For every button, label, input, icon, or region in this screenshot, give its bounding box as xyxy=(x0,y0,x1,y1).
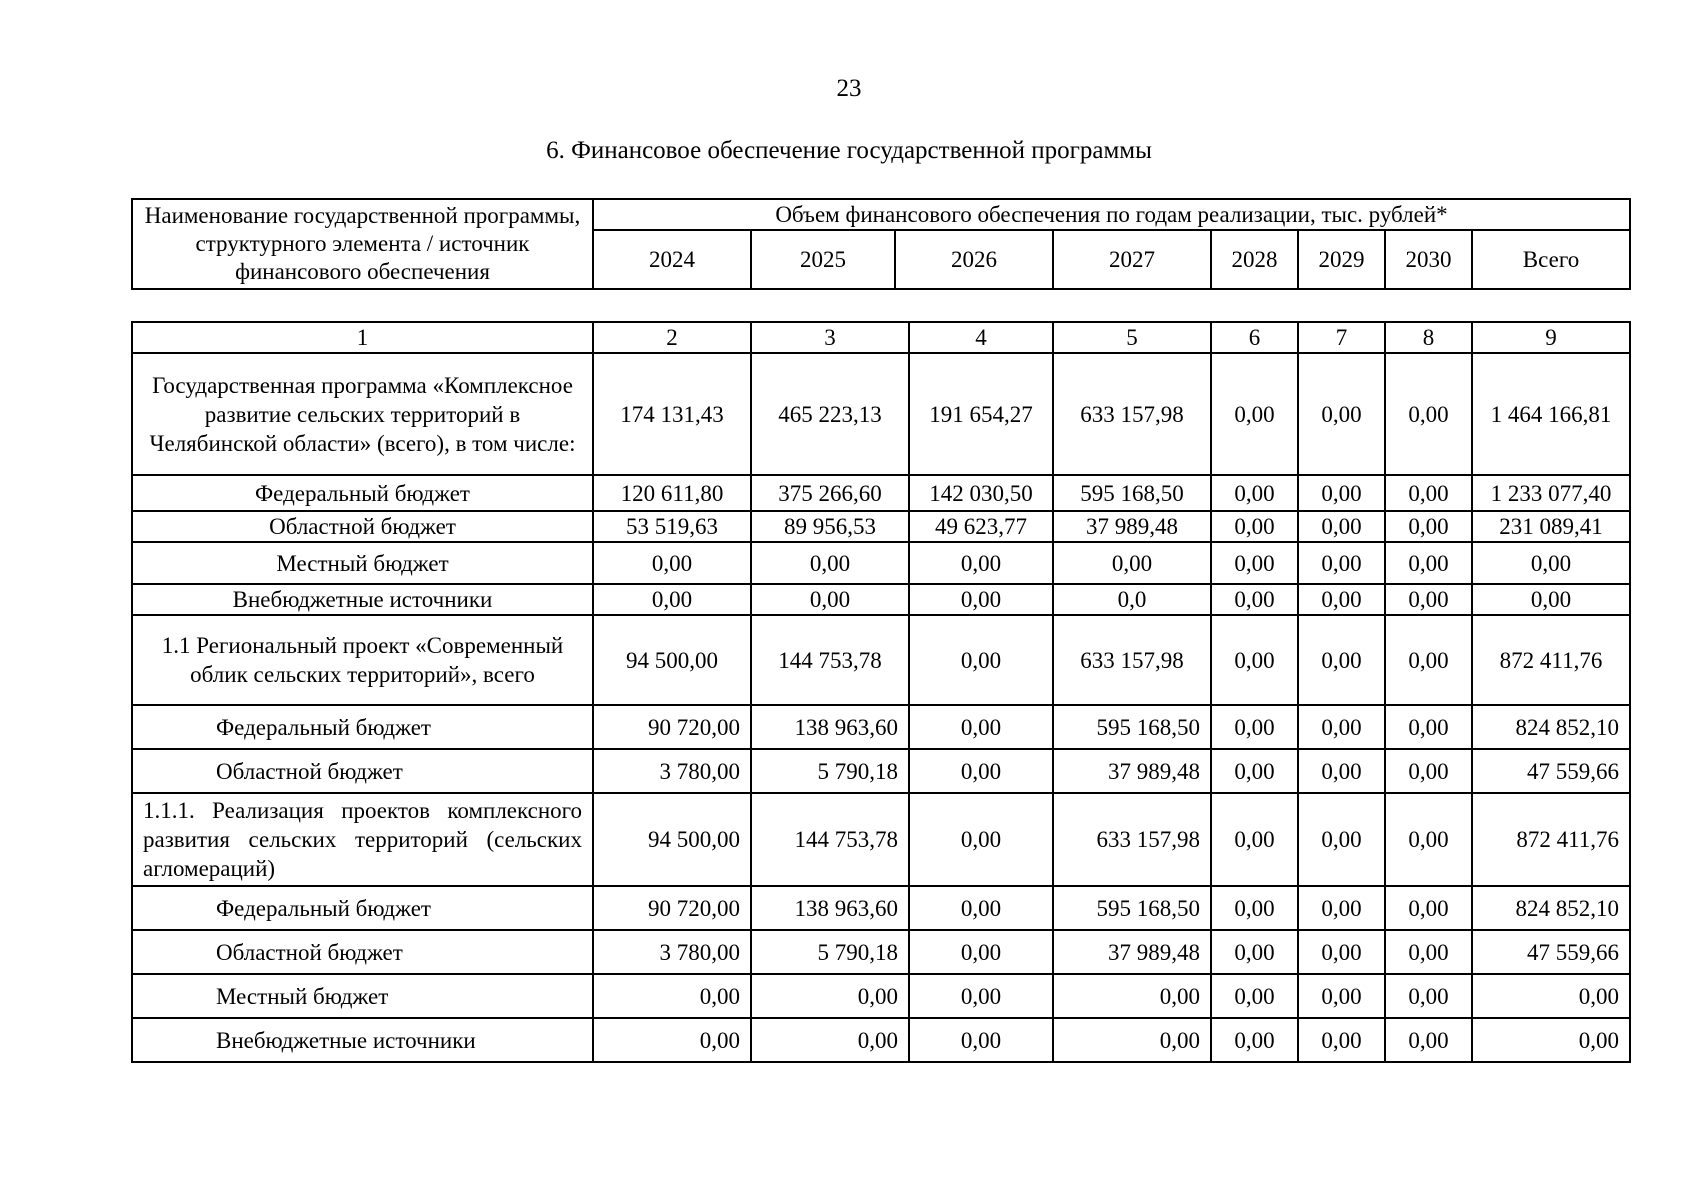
column-number: 4 xyxy=(909,322,1053,353)
value-cell: 0,00 xyxy=(1385,1018,1472,1062)
column-number: 3 xyxy=(751,322,909,353)
row-name: Внебюджетные источники xyxy=(132,584,593,615)
table-row xyxy=(132,886,1630,930)
value-cell: 37 989,48 xyxy=(1053,749,1211,793)
value-cell: 5 790,18 xyxy=(751,749,909,793)
value-cell: 144 753,78 xyxy=(751,793,909,886)
value-cell: 0,00 xyxy=(1211,542,1298,584)
value-cell: 0,00 xyxy=(1298,886,1385,930)
row-name: 1.1 Региональный проект «Современный облик сельских территорий», всего xyxy=(132,615,593,705)
value-cell: 138 963,60 xyxy=(751,705,909,749)
value-cell: 0,00 xyxy=(1211,930,1298,974)
table-row xyxy=(132,511,1630,542)
header-name-column: Наименование государственной программы, структурного элемента / источник финансового обеспечения xyxy=(132,199,593,289)
value-cell: 89 956,53 xyxy=(751,511,909,542)
table-row xyxy=(132,705,1630,749)
value-cell: 3 780,00 xyxy=(593,749,751,793)
value-cell: 0,00 xyxy=(1298,511,1385,542)
value-cell: 0,00 xyxy=(1053,1018,1211,1062)
value-cell: 0,00 xyxy=(909,749,1053,793)
section-title: 6. Финансовое обеспечение государственной программы xyxy=(546,137,1152,164)
column-number: 6 xyxy=(1211,322,1298,353)
row-name: Федеральный бюджет xyxy=(132,886,593,930)
value-cell: 0,00 xyxy=(909,886,1053,930)
table-row xyxy=(132,475,1630,511)
value-cell: 0,00 xyxy=(909,542,1053,584)
value-cell: 595 168,50 xyxy=(1053,475,1211,511)
header-total: Всего xyxy=(1472,230,1630,289)
value-cell: 174 131,43 xyxy=(593,353,751,475)
column-number: 9 xyxy=(1472,322,1630,353)
table-row xyxy=(132,353,1630,475)
value-cell: 0,00 xyxy=(1211,511,1298,542)
value-cell: 138 963,60 xyxy=(751,886,909,930)
value-cell: 0,00 xyxy=(1385,511,1472,542)
row-name: Федеральный бюджет xyxy=(132,705,593,749)
value-cell: 0,00 xyxy=(1298,930,1385,974)
value-cell: 0,00 xyxy=(1211,974,1298,1018)
value-cell: 0,00 xyxy=(1298,353,1385,475)
value-cell: 90 720,00 xyxy=(593,705,751,749)
total-cell: 47 559,66 xyxy=(1472,749,1630,793)
total-cell: 872 411,76 xyxy=(1472,615,1630,705)
page-number: 23 xyxy=(836,75,862,102)
value-cell: 0,00 xyxy=(1298,1018,1385,1062)
total-cell: 0,00 xyxy=(1472,584,1630,615)
value-cell: 0,00 xyxy=(593,542,751,584)
header-year: 2027 xyxy=(1053,230,1211,289)
table-row xyxy=(132,615,1630,705)
value-cell: 633 157,98 xyxy=(1053,615,1211,705)
total-cell: 0,00 xyxy=(1472,974,1630,1018)
value-cell: 0,00 xyxy=(909,705,1053,749)
total-cell: 0,00 xyxy=(1472,542,1630,584)
table-row xyxy=(132,930,1630,974)
value-cell: 0,00 xyxy=(593,974,751,1018)
value-cell: 0,00 xyxy=(1298,793,1385,886)
value-cell: 0,00 xyxy=(751,542,909,584)
header-year: 2025 xyxy=(751,230,895,289)
value-cell: 0,00 xyxy=(1385,886,1472,930)
header-year: 2029 xyxy=(1298,230,1385,289)
value-cell: 0,00 xyxy=(1385,793,1472,886)
value-cell: 0,00 xyxy=(1385,705,1472,749)
value-cell: 0,00 xyxy=(1211,705,1298,749)
value-cell: 37 989,48 xyxy=(1053,930,1211,974)
value-cell: 0,00 xyxy=(1298,615,1385,705)
column-number: 5 xyxy=(1053,322,1211,353)
value-cell: 633 157,98 xyxy=(1053,353,1211,475)
table-row xyxy=(132,542,1630,584)
value-cell: 90 720,00 xyxy=(593,886,751,930)
value-cell: 0,00 xyxy=(1211,584,1298,615)
value-cell: 142 030,50 xyxy=(909,475,1053,511)
value-cell: 0,00 xyxy=(593,584,751,615)
table-header xyxy=(131,198,1631,290)
value-cell: 0,00 xyxy=(909,615,1053,705)
value-cell: 94 500,00 xyxy=(593,615,751,705)
total-cell: 231 089,41 xyxy=(1472,511,1630,542)
value-cell: 375 266,60 xyxy=(751,475,909,511)
value-cell: 5 790,18 xyxy=(751,930,909,974)
header-year: 2030 xyxy=(1385,230,1472,289)
row-name: Местный бюджет xyxy=(132,974,593,1018)
value-cell: 0,00 xyxy=(1385,930,1472,974)
value-cell: 0,0 xyxy=(1053,584,1211,615)
header-year: 2028 xyxy=(1211,230,1298,289)
row-name: 1.1.1. Реализация проектов комплексного развития сельских территорий (сельских агломераций) xyxy=(132,793,593,886)
row-name: Федеральный бюджет xyxy=(132,475,593,511)
column-number: 8 xyxy=(1385,322,1472,353)
total-cell: 1 464 166,81 xyxy=(1472,353,1630,475)
total-cell: 824 852,10 xyxy=(1472,886,1630,930)
header-year: 2024 xyxy=(593,230,751,289)
value-cell: 0,00 xyxy=(1298,475,1385,511)
column-number: 1 xyxy=(132,322,593,353)
total-cell: 872 411,76 xyxy=(1472,793,1630,886)
value-cell: 0,00 xyxy=(1385,974,1472,1018)
total-cell: 824 852,10 xyxy=(1472,705,1630,749)
value-cell: 0,00 xyxy=(909,930,1053,974)
row-name: Областной бюджет xyxy=(132,511,593,542)
column-number-row xyxy=(132,322,1630,353)
value-cell: 0,00 xyxy=(1211,615,1298,705)
table-row xyxy=(132,1018,1630,1062)
value-cell: 144 753,78 xyxy=(751,615,909,705)
header-funding-group: Объем финансового обеспечения по годам реализации, тыс. рублей* xyxy=(593,199,1630,230)
value-cell: 0,00 xyxy=(751,1018,909,1062)
value-cell: 465 223,13 xyxy=(751,353,909,475)
value-cell: 0,00 xyxy=(909,1018,1053,1062)
value-cell: 0,00 xyxy=(1211,749,1298,793)
value-cell: 0,00 xyxy=(909,974,1053,1018)
value-cell: 0,00 xyxy=(1385,542,1472,584)
row-name: Областной бюджет xyxy=(132,749,593,793)
value-cell: 191 654,27 xyxy=(909,353,1053,475)
row-name: Местный бюджет xyxy=(132,542,593,584)
value-cell: 0,00 xyxy=(1211,793,1298,886)
financing-table xyxy=(131,321,1631,1063)
value-cell: 0,00 xyxy=(1385,475,1472,511)
value-cell: 0,00 xyxy=(1385,615,1472,705)
value-cell: 595 168,50 xyxy=(1053,886,1211,930)
value-cell: 0,00 xyxy=(751,974,909,1018)
value-cell: 0,00 xyxy=(1211,475,1298,511)
value-cell: 0,00 xyxy=(751,584,909,615)
table-row xyxy=(132,793,1630,886)
value-cell: 0,00 xyxy=(1385,749,1472,793)
value-cell: 633 157,98 xyxy=(1053,793,1211,886)
value-cell: 0,00 xyxy=(1211,1018,1298,1062)
row-name: Государственная программа «Комплексное развитие сельских территорий в Челябинской области» (всего), в том числе: xyxy=(132,353,593,475)
value-cell: 0,00 xyxy=(1385,584,1472,615)
column-number: 2 xyxy=(593,322,751,353)
value-cell: 0,00 xyxy=(1053,974,1211,1018)
table-row xyxy=(132,584,1630,615)
value-cell: 0,00 xyxy=(909,584,1053,615)
header-year: 2026 xyxy=(895,230,1053,289)
value-cell: 37 989,48 xyxy=(1053,511,1211,542)
value-cell: 0,00 xyxy=(1385,353,1472,475)
value-cell: 49 623,77 xyxy=(909,511,1053,542)
value-cell: 0,00 xyxy=(1298,974,1385,1018)
column-number: 7 xyxy=(1298,322,1385,353)
value-cell: 0,00 xyxy=(593,1018,751,1062)
table-row xyxy=(132,974,1630,1018)
table-row xyxy=(132,749,1630,793)
value-cell: 0,00 xyxy=(1211,886,1298,930)
value-cell: 3 780,00 xyxy=(593,930,751,974)
value-cell: 595 168,50 xyxy=(1053,705,1211,749)
row-name: Внебюджетные источники xyxy=(132,1018,593,1062)
value-cell: 0,00 xyxy=(1053,542,1211,584)
value-cell: 0,00 xyxy=(1298,542,1385,584)
value-cell: 0,00 xyxy=(1298,584,1385,615)
total-cell: 47 559,66 xyxy=(1472,930,1630,974)
value-cell: 0,00 xyxy=(1298,705,1385,749)
total-cell: 1 233 077,40 xyxy=(1472,475,1630,511)
value-cell: 94 500,00 xyxy=(593,793,751,886)
value-cell: 0,00 xyxy=(1211,353,1298,475)
total-cell: 0,00 xyxy=(1472,1018,1630,1062)
value-cell: 0,00 xyxy=(909,793,1053,886)
value-cell: 53 519,63 xyxy=(593,511,751,542)
value-cell: 0,00 xyxy=(1298,749,1385,793)
value-cell: 120 611,80 xyxy=(593,475,751,511)
row-name: Областной бюджет xyxy=(132,930,593,974)
